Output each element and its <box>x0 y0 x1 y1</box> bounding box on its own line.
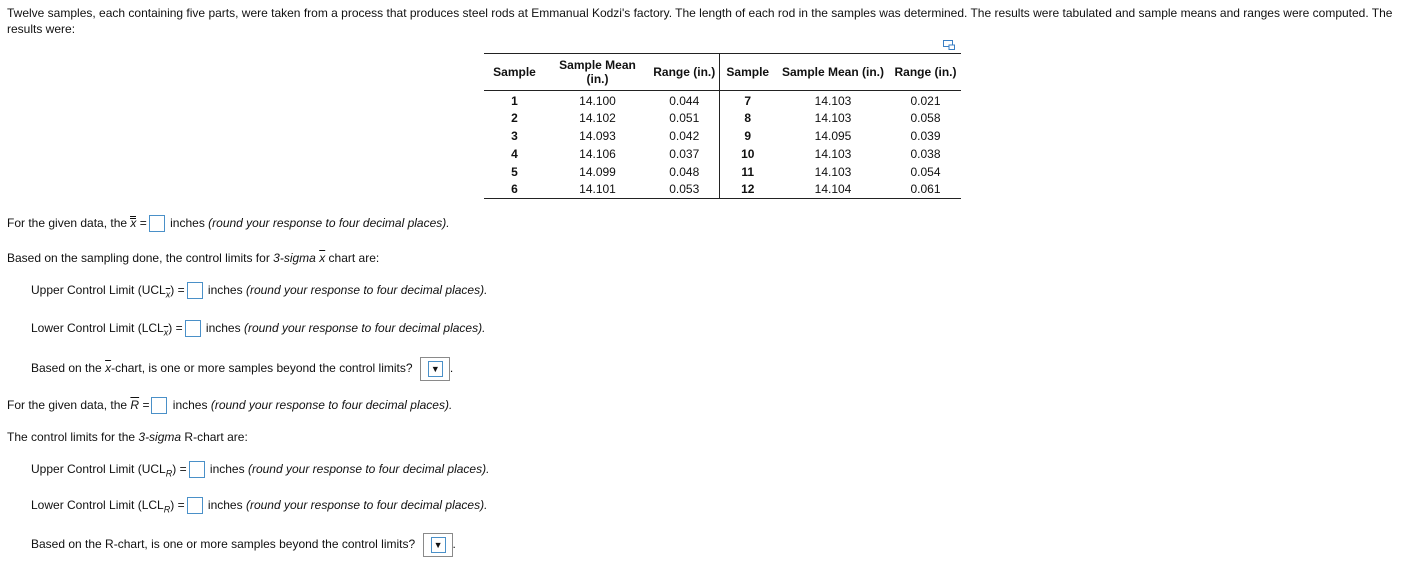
ucl-xbar-question: Upper Control Limit $(UCL_{\overline{x}})$ = inches (round your response to four decimal places). <box>31 283 488 300</box>
sample-cell: 7 <box>744 93 752 108</box>
xchart-beyond-dropdown[interactable] <box>420 357 450 381</box>
lcl-xbar-question: Lower Control Limit $(LCL_{\overline{x}})$ = inches (round your response to four decimal places). <box>31 321 486 338</box>
lcl-label: Lower Control Limit (LCL <box>31 321 164 335</box>
ucl-xbar-input[interactable] <box>187 282 203 299</box>
table-row <box>484 181 961 199</box>
mean-cell: 14.104 <box>814 182 852 197</box>
mean-cell: 14.102 <box>579 110 616 125</box>
col-sample: Sample <box>484 54 545 91</box>
range-cell: 0.061 <box>910 182 941 197</box>
equals-sign: = <box>139 216 147 230</box>
range-cell: 0.037 <box>650 145 719 163</box>
sample-cell: 4 <box>511 146 518 161</box>
data-table <box>484 53 961 199</box>
sample-cell: 11 <box>741 164 755 179</box>
mean-cell: 14.101 <box>579 182 616 197</box>
range-cell: 0.053 <box>650 181 719 199</box>
rchart-beyond-question: Based on the R-chart, is one or more samples beyond the control limits? ▼ . <box>31 533 456 557</box>
sample-cell: 5 <box>511 164 518 179</box>
table-row <box>484 109 961 127</box>
xbar-symbol: $\overline{x}$ <box>319 251 326 265</box>
dropdown-arrow-icon: ▼ <box>431 537 446 553</box>
mean-cell: 14.106 <box>579 146 616 161</box>
ucl-r-question: Upper Control Limit $(UCL_R)$ = inches (round your response to four decimal places). <box>31 462 490 479</box>
range-cell: 0.039 <box>910 128 941 143</box>
sample-cell: 1 <box>511 93 518 108</box>
rbar-input[interactable] <box>151 397 167 414</box>
sample-cell: 12 <box>741 182 755 197</box>
lcl-r-input[interactable] <box>187 497 203 514</box>
range-cell: 0.038 <box>910 146 941 161</box>
lcl-r-question: Lower Control Limit $(LCL_R)$ = inches (round your response to four decimal places). <box>31 498 488 515</box>
col-sample-mean <box>545 54 650 91</box>
range-cell: 0.058 <box>910 110 941 125</box>
range-cell: 0.042 <box>650 127 719 145</box>
sample-cell: 9 <box>744 128 752 143</box>
sample-cell: 6 <box>511 182 518 197</box>
dropdown-arrow-icon: ▼ <box>428 361 443 377</box>
inches-label: inches <box>170 216 205 230</box>
xbarbar-question <box>7 214 450 232</box>
ucl-label: Upper Control Limit (UCL <box>31 283 166 297</box>
col-sample-mean-2: Sample Mean (in.) <box>776 54 890 91</box>
table-row <box>484 163 961 181</box>
table-row <box>484 91 961 109</box>
mean-cell: 14.095 <box>814 128 852 143</box>
range-cell: 0.054 <box>910 164 941 179</box>
col-range: Range (in.) <box>650 54 719 91</box>
range-cell: 0.044 <box>650 91 719 109</box>
ucl-r-input[interactable] <box>189 461 205 478</box>
table-row <box>484 127 961 145</box>
copy-icon[interactable] <box>943 40 955 50</box>
intro-text: Twelve samples, each containing five parts, were taken from a process that produces steel rods at Emmanual Kodzi's factory. The length of each rod in the samples was determined. The results were tabulated and sample means and ranges were computed. The results were: <box>7 6 1393 36</box>
mean-cell: 14.103 <box>814 93 852 108</box>
sample-cell: 8 <box>744 110 752 125</box>
sample-cell: 10 <box>741 146 755 161</box>
sample-cell: 2 <box>511 110 518 125</box>
rbar-symbol: $\overline{R}$ <box>130 398 140 412</box>
rbar-question: For the given data, the $\overline{R}$ = inches (round your response to four decimal places). <box>7 396 452 414</box>
rchart-beyond-dropdown[interactable] <box>423 533 453 557</box>
range-cell: 0.021 <box>910 93 941 108</box>
mean-cell: 14.103 <box>814 110 852 125</box>
mean-cell: 14.093 <box>579 128 616 143</box>
mean-cell: 14.103 <box>814 164 852 179</box>
xchart-beyond-question: Based on the $\overline{x}$-chart, is one or more samples beyond the control limits? ▼ . <box>31 357 453 381</box>
rchart-limits-intro: The control limits for the 3-sigma R-chart are: <box>7 430 248 444</box>
table-row <box>484 145 961 163</box>
mean-cell: 14.099 <box>579 164 616 179</box>
mean-cell: 14.100 <box>579 93 616 108</box>
xbarbar-prefix: For the given data, the <box>7 216 128 230</box>
mean-cell: 14.103 <box>814 146 852 161</box>
sample-cell: 3 <box>511 128 518 143</box>
col-sample-mean-line1: Sample Mean <box>559 58 636 72</box>
range-cell: 0.048 <box>650 163 719 181</box>
xbarbar-symbol: x <box>130 216 137 230</box>
round-note: (round your response to four decimal places). <box>208 216 450 230</box>
range-cell: 0.051 <box>650 109 719 127</box>
lcl-xbar-input[interactable] <box>185 320 201 337</box>
col-sample-mean-line2: (in.) <box>586 72 609 86</box>
col-range-2: Range (in.) <box>890 54 961 91</box>
table-header-row <box>484 54 961 91</box>
xbar-limits-intro: Based on the sampling done, the control limits for 3-sigma $\overline{x}$ chart are: <box>7 251 380 265</box>
col-sample-2: Sample <box>719 54 776 91</box>
xbarbar-input[interactable] <box>149 215 165 232</box>
